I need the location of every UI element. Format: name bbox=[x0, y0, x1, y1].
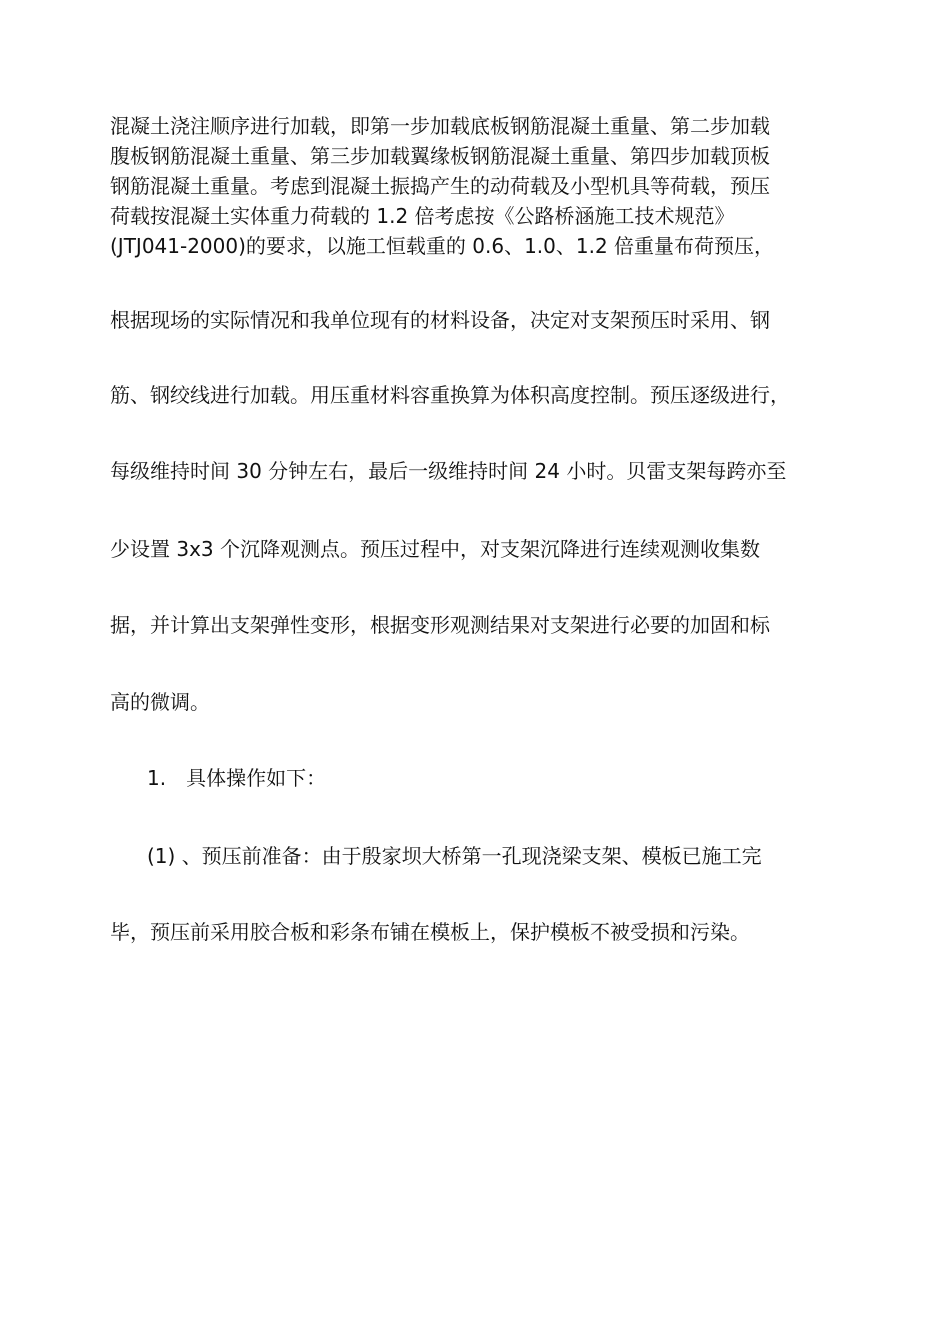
text-line: 筋、钢绞线进行加载。用压重材料容重换算为体积高度控制。预压逐级进行， bbox=[110, 383, 790, 407]
text-line: (1) 、预压前准备：由于殷家坝大桥第一孔现浇梁支架、模板已施工完 bbox=[147, 844, 762, 868]
text-line: (JTJ041-2000)的要求，以施工恒载重的 0.6、1.0、1.2 倍重量布荷预压， bbox=[110, 234, 775, 258]
text-line: 每级维持时间 30 分钟左右，最后一级维持时间 24 小时。贝雷支架每跨亦至 bbox=[110, 459, 787, 483]
text-line: 少设置 3x3 个沉降观测点。预压过程中，对支架沉降进行连续观测收集数 bbox=[110, 537, 760, 561]
text-line: 荷载按混凝土实体重力荷载的 1.2 倍考虑按《公路桥涵施工技术规范》 bbox=[110, 204, 735, 228]
text-line: 钢筋混凝土重量。考虑到混凝土振捣产生的动荷载及小型机具等荷载，预压 bbox=[110, 174, 770, 198]
text-line: 腹板钢筋混凝土重量、第三步加载翼缘板钢筋混凝土重量、第四步加载顶板 bbox=[110, 144, 770, 168]
list-heading: 1. 具体操作如下： bbox=[147, 766, 327, 790]
text-line: 据，并计算出支架弹性变形，根据变形观测结果对支架进行必要的加固和标 bbox=[110, 613, 770, 637]
text-line: 高的微调。 bbox=[110, 690, 210, 714]
text-line: 混凝土浇注顺序进行加载，即第一步加载底板钢筋混凝土重量、第二步加载 bbox=[110, 114, 770, 138]
text-line: 根据现场的实际情况和我单位现有的材料设备，决定对支架预压时采用、钢 bbox=[110, 308, 770, 332]
text-line: 毕，预压前采用胶合板和彩条布铺在模板上，保护模板不被受损和污染。 bbox=[110, 920, 750, 944]
